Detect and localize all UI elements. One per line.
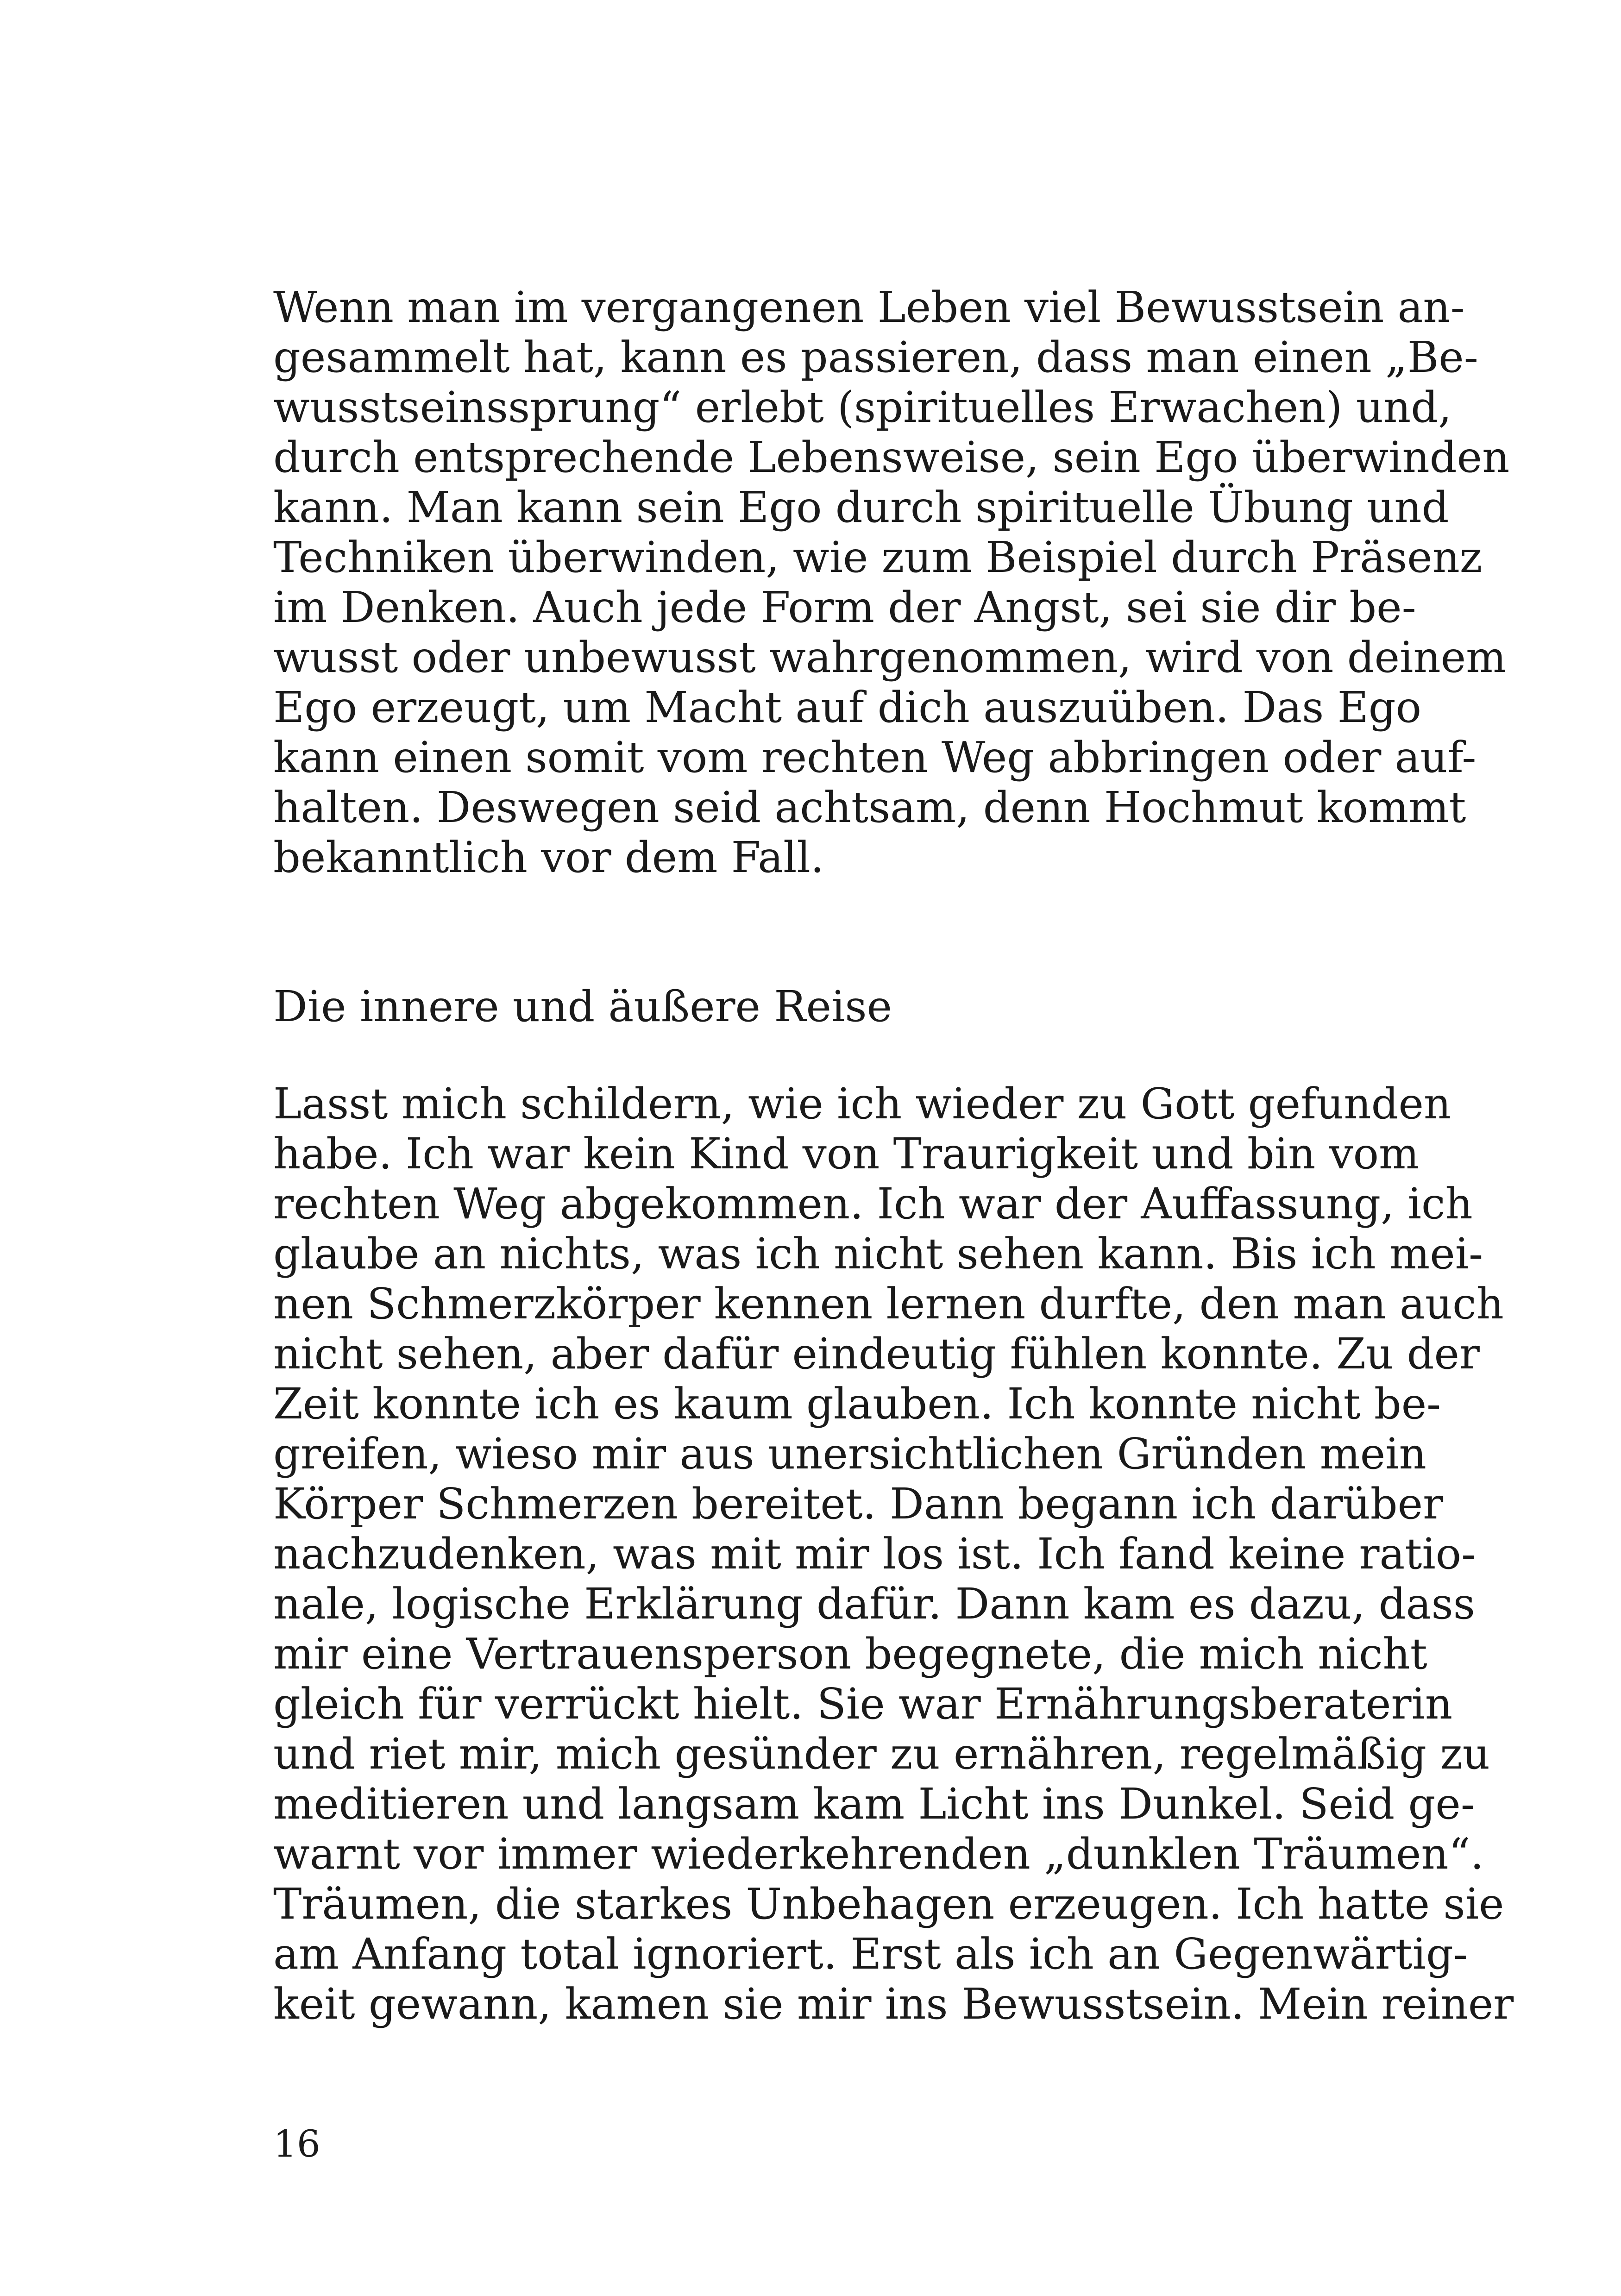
text-line: kann einen somit vom rechten Weg abbringen oder auf-	[273, 733, 1476, 782]
text-line: nachzudenken, was mit mir los ist. Ich fand keine ratio-	[273, 1529, 1476, 1579]
text-line: nale, logische Erklärung dafür. Dann kam es dazu, dass	[273, 1579, 1475, 1629]
section-heading: Die innere und äußere Reise	[273, 982, 892, 1031]
text-line: durch entsprechende Lebensweise, sein Ego überwinden	[273, 433, 1510, 482]
text-line: Techniken überwinden, wie zum Beispiel durch Präsenz	[273, 533, 1483, 582]
text-line: halten. Deswegen seid achtsam, denn Hochmut kommt	[273, 783, 1466, 832]
text-line: gleich für verrückt hielt. Sie war Ernährungsberaterin	[273, 1679, 1453, 1729]
text-line: am Anfang total ignoriert. Erst als ich an Gegenwärtig-	[273, 1929, 1468, 1979]
text-line: keit gewann, kamen sie mir ins Bewusstsein. Mein reiner	[273, 1979, 1514, 2029]
text-line: gesammelt hat, kann es passieren, dass man einen „Be-	[273, 332, 1478, 382]
text-line: warnt vor immer wiederkehrenden „dunklen Träumen“.	[273, 1829, 1484, 1879]
text-line: bekanntlich vor dem Fall.	[273, 833, 824, 882]
page-number: 16	[273, 2122, 320, 2165]
text-line: mir eine Vertrauensperson begegnete, die mich nicht	[273, 1629, 1427, 1679]
text-line: Körper Schmerzen bereitet. Dann begann ich darüber	[273, 1479, 1444, 1529]
text-line: nen Schmerzkörper kennen lernen durfte, den man auch	[273, 1279, 1504, 1329]
text-line: im Denken. Auch jede Form der Angst, sei sie dir be-	[273, 583, 1416, 632]
text-line: habe. Ich war kein Kind von Traurigkeit und bin vom	[273, 1129, 1420, 1179]
text-line: wusst oder unbewusst wahrgenommen, wird von deinem	[273, 633, 1507, 682]
text-line: nicht sehen, aber dafür eindeutig fühlen konnte. Zu der	[273, 1329, 1480, 1379]
text-line: Lasst mich schildern, wie ich wieder zu Gott gefunden	[273, 1079, 1451, 1129]
text-line: Wenn man im vergangenen Leben viel Bewusstsein an-	[273, 282, 1465, 332]
text-line: Ego erzeugt, um Macht auf dich auszuüben. Das Ego	[273, 683, 1422, 732]
text-line: und riet mir, mich gesünder zu ernähren, regelmäßig zu	[273, 1729, 1490, 1779]
text-line: meditieren und langsam kam Licht ins Dunkel. Seid ge-	[273, 1779, 1475, 1829]
text-line: kann. Man kann sein Ego durch spirituelle Übung und	[273, 483, 1449, 532]
text-line: wusstseinssprung“ erlebt (spirituelles Erwachen) und,	[273, 383, 1452, 432]
text-line: rechten Weg abgekommen. Ich war der Auffassung, ich	[273, 1179, 1473, 1229]
text-line: greifen, wieso mir aus unersichtlichen Gründen mein	[273, 1429, 1426, 1479]
text-line: Zeit konnte ich es kaum glauben. Ich konnte nicht be-	[273, 1379, 1441, 1429]
text-line: glaube an nichts, was ich nicht sehen kann. Bis ich mei-	[273, 1229, 1483, 1279]
text-line: Träumen, die starkes Unbehagen erzeugen. Ich hatte sie	[273, 1879, 1504, 1929]
